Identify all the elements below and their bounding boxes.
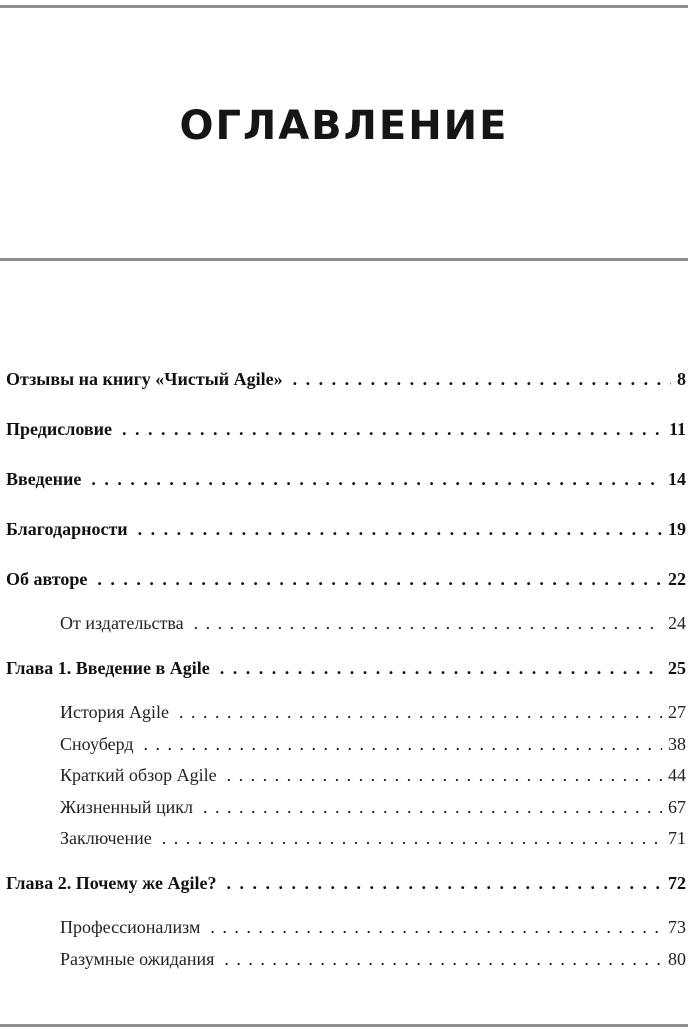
toc-entry-foreword[interactable] xyxy=(6,416,686,466)
dot-leader xyxy=(138,516,662,542)
toc-entry-title: Глава 1. Введение в Agile xyxy=(6,658,210,678)
bottom-rule xyxy=(0,1024,688,1027)
dot-leader xyxy=(162,825,662,851)
toc-entry-page: 44 xyxy=(668,765,686,785)
dot-leader xyxy=(122,416,663,442)
toc-entry-page: 38 xyxy=(668,733,686,754)
toc-entry-chapter-1[interactable] xyxy=(6,655,686,699)
dot-leader xyxy=(226,870,662,896)
toc-subentry-snowbird[interactable] xyxy=(6,731,686,763)
toc-entry-title: Глава 2. Почему же Agile? xyxy=(6,873,217,893)
dot-leader xyxy=(203,794,662,820)
table-of-contents xyxy=(6,366,686,977)
toc-entry-page: 25 xyxy=(668,658,686,678)
toc-subentry-agile-overview[interactable] xyxy=(6,762,686,794)
dot-leader xyxy=(220,655,662,681)
dot-leader xyxy=(210,914,662,940)
toc-entry-about-author[interactable] xyxy=(6,566,686,610)
toc-entry-page: 24 xyxy=(668,613,686,633)
toc-subentry-reasonable-expectations[interactable] xyxy=(6,946,686,978)
toc-entry-page: 67 xyxy=(668,796,686,817)
dot-leader xyxy=(227,762,662,788)
toc-subentry-life-cycle[interactable] xyxy=(6,794,686,826)
top-rule xyxy=(0,5,688,8)
heading-rule xyxy=(0,258,688,261)
toc-entry-page: 72 xyxy=(668,873,686,893)
toc-entry-page: 11 xyxy=(668,419,686,439)
toc-entry-title: Заключение xyxy=(60,828,152,848)
dot-leader xyxy=(144,731,662,757)
toc-entry-title: Жизненный цикл xyxy=(60,796,193,817)
toc-entry-page: 71 xyxy=(668,828,686,848)
toc-entry-page: 73 xyxy=(668,917,686,937)
toc-entry-page: 22 xyxy=(668,569,686,589)
toc-entry-page: 8 xyxy=(677,369,686,389)
dot-leader xyxy=(293,366,671,392)
toc-entry-title: Предисловие xyxy=(6,419,112,439)
toc-entry-page: 80 xyxy=(668,948,686,969)
dot-leader xyxy=(179,699,662,725)
toc-entry-title: Разумные ожидания xyxy=(60,948,215,969)
toc-subentry-professionalism[interactable] xyxy=(6,914,686,946)
toc-entry-title: Отзывы на книгу «Чистый Agile» xyxy=(6,369,283,389)
toc-entry-title: История Agile xyxy=(60,702,170,722)
dot-leader xyxy=(224,946,662,972)
toc-entry-title: Сноуберд xyxy=(60,733,134,754)
toc-entry-title: Краткий обзор Agile xyxy=(60,765,217,785)
dot-leader xyxy=(91,466,662,492)
dot-leader xyxy=(194,610,662,636)
dot-leader xyxy=(97,566,662,592)
toc-subentry-agile-history[interactable] xyxy=(6,699,686,731)
toc-subentry-publisher[interactable] xyxy=(6,610,686,655)
toc-entry-page: 19 xyxy=(668,519,686,539)
toc-entry-chapter-2[interactable] xyxy=(6,870,686,914)
toc-entry-title: Введение xyxy=(6,469,82,489)
toc-entry-acknowledgements[interactable] xyxy=(6,516,686,566)
toc-entry-page: 27 xyxy=(668,702,686,722)
toc-entry-introduction[interactable] xyxy=(6,466,686,516)
page-title: ОГЛАВЛЕНИЕ xyxy=(179,103,509,149)
toc-entry-title: Профессионализм xyxy=(60,917,201,937)
toc-entry-title: От издательства xyxy=(60,613,184,633)
toc-entry-title: Об авторе xyxy=(6,569,88,589)
toc-entry-page: 14 xyxy=(668,469,686,489)
toc-entry-reviews[interactable] xyxy=(6,366,686,416)
toc-entry-title: Благодарности xyxy=(6,519,128,539)
toc-subentry-conclusion[interactable] xyxy=(6,825,686,870)
